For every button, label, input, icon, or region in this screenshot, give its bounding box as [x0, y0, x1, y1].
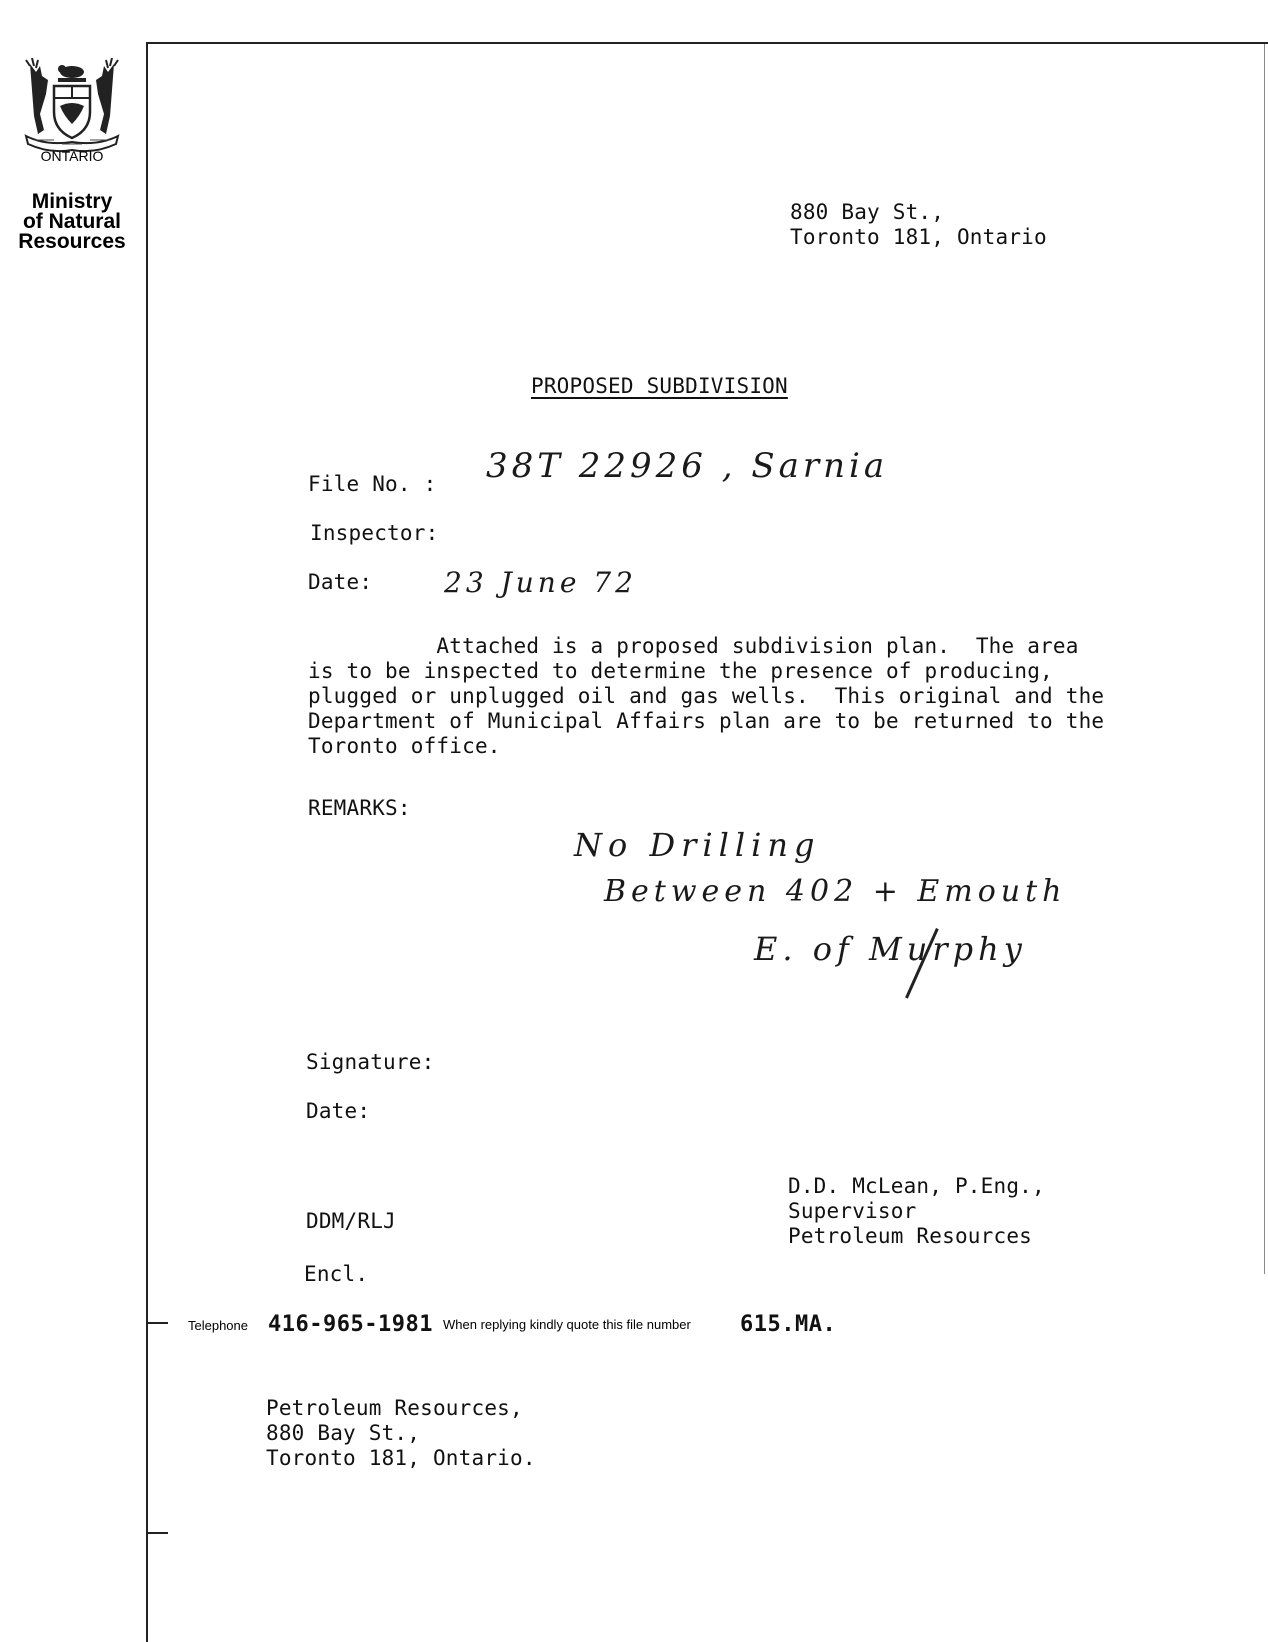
fold-mark-1 — [146, 1322, 168, 1324]
remarks-handwritten-line-1: No Drilling — [574, 826, 821, 864]
telephone-number: 416-965-1981 — [268, 1312, 433, 1337]
file-no-label: File No. : — [308, 472, 437, 496]
signer-title: Supervisor — [788, 1199, 917, 1223]
sender-address-line-2: Toronto 181, Ontario — [790, 225, 1047, 249]
signature-label: Signature: — [306, 1050, 435, 1074]
ministry-line-2: of Natural — [22, 210, 121, 233]
reply-instruction: When replying kindly quote this file number — [443, 1317, 691, 1332]
body-line-1: Attached is a proposed subdivision plan. The area — [308, 634, 1079, 658]
ministry-line-1: Ministry — [31, 190, 113, 213]
frame-right-rule — [1264, 44, 1265, 1274]
file-number: 615.MA. — [740, 1312, 837, 1337]
document-heading: PROPOSED SUBDIVISION — [531, 374, 788, 398]
frame-top-rule — [146, 42, 1268, 44]
ministry-line-3: Resources — [18, 230, 126, 253]
date-value: 23 June 72 — [444, 566, 637, 599]
signer-department: Petroleum Resources — [788, 1224, 1033, 1248]
file-no-value: 38T 22926 , Sarnia — [486, 446, 889, 486]
fold-mark-2 — [146, 1532, 168, 1534]
signature-date-label: Date: — [306, 1099, 371, 1123]
telephone-label: Telephone — [188, 1318, 248, 1333]
return-address-line-2: 880 Bay St., — [266, 1421, 421, 1445]
body-line-5: Toronto office. — [308, 734, 501, 758]
sender-address-line-1: 880 Bay St., — [790, 200, 945, 224]
remarks-handwritten-line-3: E. of Murphy — [754, 930, 1027, 968]
signer-name: D.D. McLean, P.Eng., — [788, 1174, 1045, 1198]
frame-left-rule — [146, 42, 148, 1642]
remarks-handwritten-line-2: Between 402 + Emouth — [604, 874, 1067, 909]
enclosure-note: Encl. — [304, 1262, 369, 1286]
inspector-label: Inspector: — [310, 521, 439, 545]
body-line-2: is to be inspected to determine the presence of producing, — [308, 659, 1053, 683]
coat-of-arms-logo — [22, 58, 122, 154]
body-line-3: plugged or unplugged oil and gas wells. This original and the — [308, 684, 1105, 708]
reference-initials: DDM/RLJ — [306, 1209, 396, 1233]
return-address-line-3: Toronto 181, Ontario. — [266, 1446, 536, 1470]
remarks-label: REMARKS: — [308, 796, 411, 820]
province-name: ONTARIO — [40, 148, 104, 164]
body-line-4: Department of Municipal Affairs plan are to be returned to the — [308, 709, 1105, 733]
return-address-line-1: Petroleum Resources, — [266, 1396, 523, 1420]
date-label: Date: — [308, 570, 373, 594]
ministry-name — [6, 192, 138, 252]
